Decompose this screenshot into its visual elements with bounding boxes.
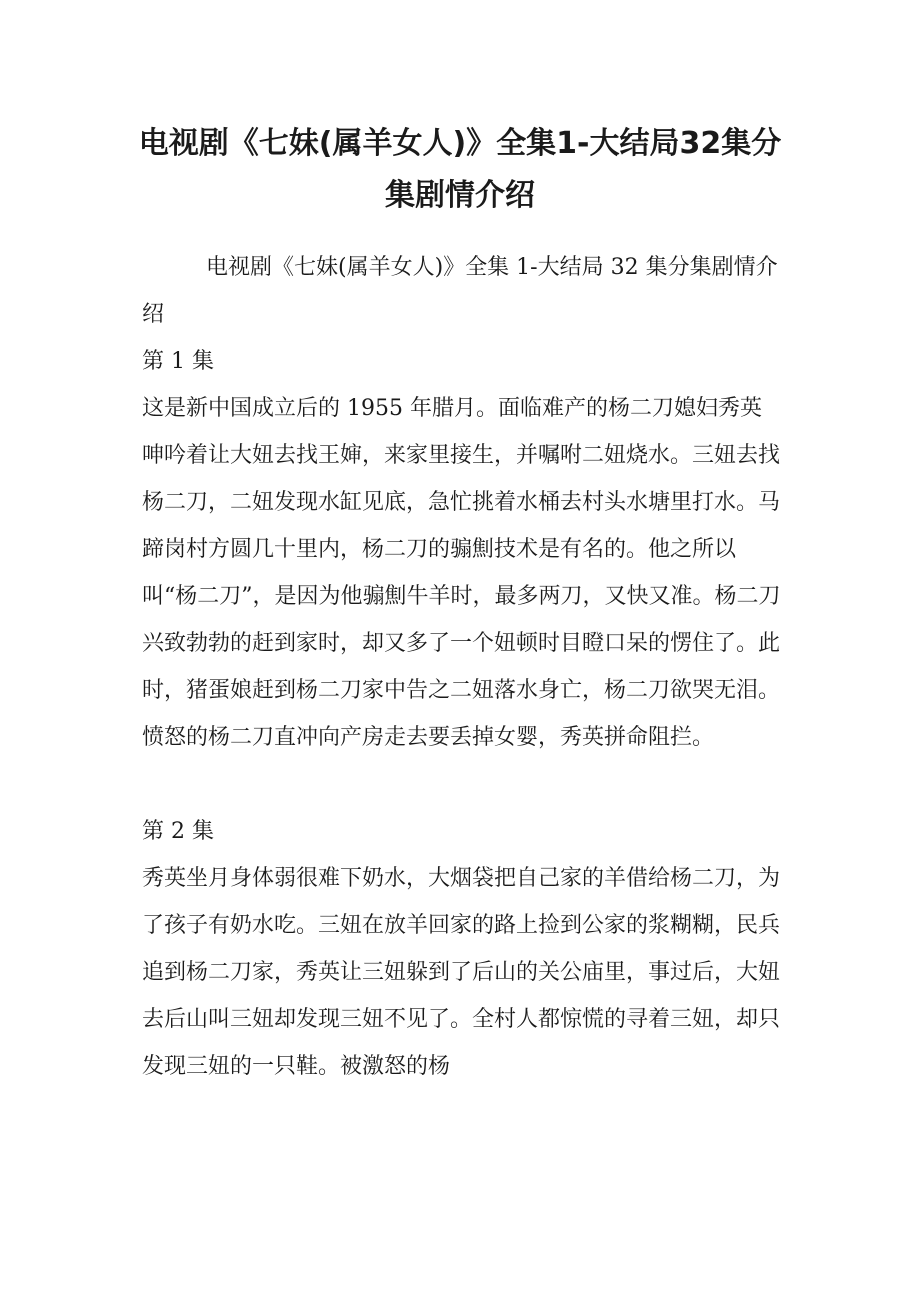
episode-1-heading: 第 1 集	[142, 349, 214, 374]
episode-1-text: 这是新中国成立后的 1955 年腊月。面临难产的杨二刀媳妇秀英呻吟着让大妞去找王婶，来家里接生，并嘱咐二妞烧水。三妞去找杨二刀，二妞发现水缸见底，急忙挑着水桶去村头水塘里打水。马蹄岗村方圆几十里内，杨二刀的骟劁技术是有名的。他之所以叫“杨二刀”，是因为他骟劁牛羊时，最多两刀，又快又准。杨二刀兴致勃勃的赶到家时，却又多了一个妞顿时目瞪口呆的愣住了。此时，猪蛋娘赶到杨二刀家中告之二妞落水身亡，杨二刀欲哭无泪。愤怒的杨二刀直冲向产房走去要丢掉女婴，秀英拼命阻拦。	[142, 396, 781, 750]
paragraph-spacer	[142, 761, 782, 808]
episode-2-text: 秀英坐月身体弱很难下奶水，大烟袋把自己家的羊借给杨二刀，为了孩子有奶水吃。三妞在放羊回家的路上捡到公家的浆糊糊，民兵追到杨二刀家，秀英让三妞躲到了后山的关公庙里，事过后，大妞去后山叫三妞却发现三妞不见了。全村人都惊慌的寻着三妞，却只发现三妞的一只鞋。被激怒的杨	[142, 866, 781, 1079]
document-title: 电视剧《七妹(属羊女人)》全集1-大结局32集分集剧情介绍	[138, 126, 782, 213]
episode-2-heading: 第 2 集	[142, 819, 214, 844]
intro-paragraph: 电视剧《七妹(属羊女人)》全集 1-大结局 32 集分集剧情介绍	[142, 255, 778, 327]
document-body	[142, 244, 782, 1090]
